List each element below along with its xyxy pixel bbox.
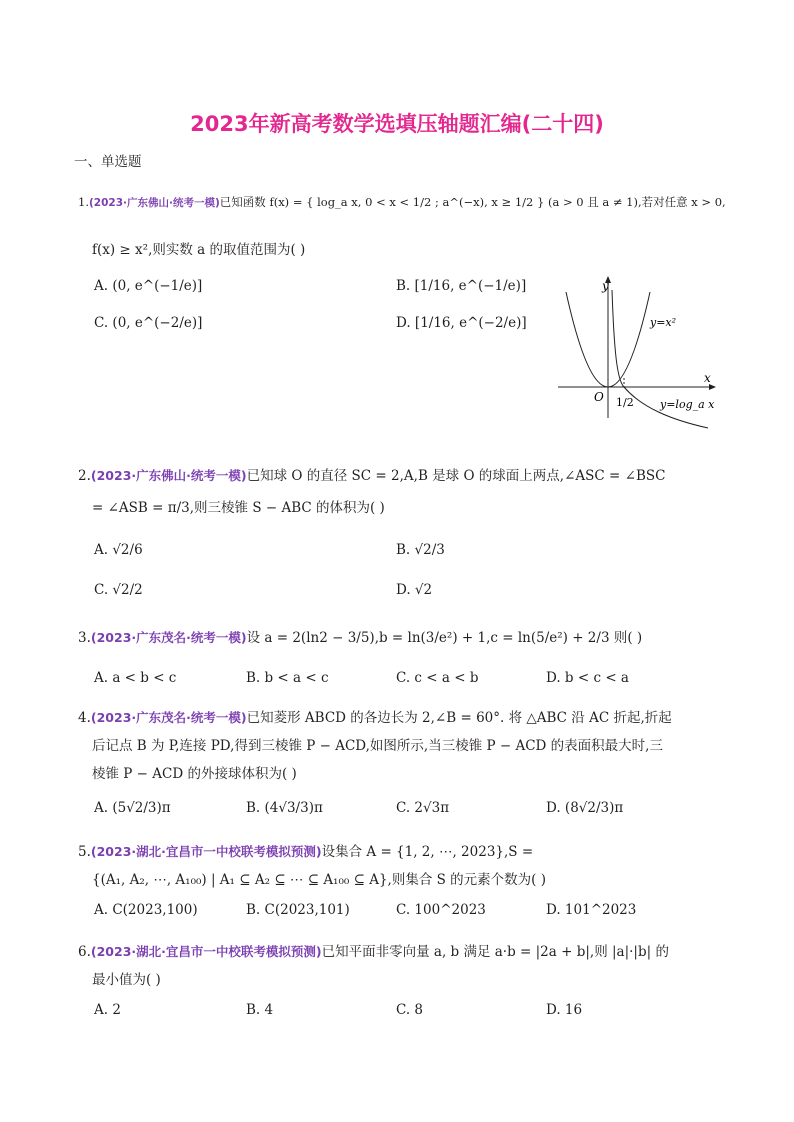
question-4-line-2: 后记点 B 为 P,连接 PD,得到三棱锥 P − ACD,如图所示,当三棱锥 P − ACD 的表面积最大时,三 bbox=[92, 738, 663, 754]
question-1-figure bbox=[552, 270, 722, 430]
question-3-source: (2023·广东茂名·统考一模) bbox=[90, 630, 247, 645]
question-5-option-b[interactable]: B. C(2023,101) bbox=[246, 902, 350, 918]
y-axis-label: y bbox=[602, 279, 609, 293]
question-4-option-d[interactable]: D. (8√2/3)π bbox=[546, 800, 624, 816]
question-5-line-1 bbox=[78, 842, 533, 862]
log-curve-label: y=log_a x bbox=[660, 398, 715, 411]
origin-label: O bbox=[594, 390, 604, 404]
question-3-option-b[interactable]: B. b < a < c bbox=[246, 670, 329, 686]
question-5-option-a[interactable]: A. C(2023,100) bbox=[94, 902, 198, 918]
question-6-line-1 bbox=[78, 942, 669, 962]
tick-label: 1/2 bbox=[616, 396, 634, 409]
question-2-option-a[interactable]: A. √2/6 bbox=[94, 542, 143, 558]
question-6-stem-1: 已知平面非零向量 a, b 满足 a·b = |2a + b|,则 |a|·|b| 的 bbox=[321, 944, 669, 960]
page-title bbox=[0, 108, 794, 138]
question-4-option-c[interactable]: C. 2√3π bbox=[396, 800, 450, 816]
question-6-line-2: 最小值为( ) bbox=[92, 972, 161, 988]
question-4-option-b[interactable]: B. (4√3/3)π bbox=[246, 800, 323, 816]
question-2-option-d[interactable]: D. √2 bbox=[396, 582, 433, 598]
question-3-number: 3. bbox=[78, 630, 91, 646]
question-4-option-a[interactable]: A. (5√2/3)π bbox=[94, 800, 171, 816]
x-axis-label: x bbox=[704, 371, 711, 385]
question-4-line-1 bbox=[78, 708, 672, 728]
question-3-line-1 bbox=[78, 628, 642, 648]
question-5-option-c[interactable]: C. 100^2023 bbox=[396, 902, 486, 918]
question-5-option-d[interactable]: D. 101^2023 bbox=[546, 902, 637, 918]
question-3-option-c[interactable]: C. c < a < b bbox=[396, 670, 479, 686]
question-1-source: (2023·广东佛山·统考一模) bbox=[88, 197, 220, 209]
question-1-line-1 bbox=[78, 192, 726, 213]
question-2-option-b[interactable]: B. √2/3 bbox=[396, 542, 445, 558]
question-1-option-d[interactable]: D. [1/16, e^(−2/e)] bbox=[396, 315, 527, 331]
question-1-option-a[interactable]: A. (0, e^(−1/e)] bbox=[94, 278, 203, 294]
question-5-line-2: {(A₁, A₂, ⋯, A₁₀₀) | A₁ ⊆ A₂ ⊆ ⋯ ⊆ A₁₀₀ ⊆ A},则集合 S 的元素个数为( ) bbox=[92, 872, 546, 888]
question-1-line-2: f(x) ≥ x²,则实数 a 的取值范围为( ) bbox=[92, 242, 306, 258]
question-3-option-a[interactable]: A. a < b < c bbox=[94, 670, 177, 686]
question-5-number: 5. bbox=[78, 844, 91, 860]
question-1-number: 1. bbox=[78, 195, 89, 209]
parabola-label: y=x² bbox=[650, 316, 677, 329]
question-6-option-a[interactable]: A. 2 bbox=[94, 1002, 121, 1018]
section-heading: 一、单选题 bbox=[74, 154, 142, 170]
question-3-stem-1: 设 a = 2(ln2 − 3/5),b = ln(3/e²) + 1,c = ln(5/e²) + 2/3 则( ) bbox=[246, 630, 643, 646]
question-2-number: 2. bbox=[78, 468, 91, 484]
question-4-stem-1: 已知菱形 ABCD 的各边长为 2,∠B = 60°. 将 △ABC 沿 AC 折起,折起 bbox=[246, 710, 672, 726]
question-6-number: 6. bbox=[78, 944, 91, 960]
question-2-line-1 bbox=[78, 466, 665, 486]
question-2-stem-1: 已知球 O 的直径 SC = 2,A,B 是球 O 的球面上两点,∠ASC = ∠BSC bbox=[246, 468, 666, 484]
title-text: 2023年新高考数学选填压轴题汇编(二十四) bbox=[190, 112, 604, 136]
question-4-number: 4. bbox=[78, 710, 91, 726]
question-6-option-c[interactable]: C. 8 bbox=[396, 1002, 424, 1018]
question-6-option-d[interactable]: D. 16 bbox=[546, 1002, 583, 1018]
question-1-option-b[interactable]: B. [1/16, e^(−1/e)] bbox=[396, 278, 527, 294]
question-5-stem-1: 设集合 A = {1, 2, ⋯, 2023},S = bbox=[321, 844, 534, 860]
question-4-line-3: 棱锥 P − ACD 的外接球体积为( ) bbox=[92, 766, 297, 782]
question-1-option-c[interactable]: C. (0, e^(−2/e)] bbox=[94, 315, 203, 331]
question-1-stem-1: 已知函数 f(x) = { log_a x, 0 < x < 1/2 ; a^(−x), x ≥ 1/2 } (a > 0 且 a ≠ 1),若对任意 x > 0, bbox=[219, 195, 726, 209]
question-2-source: (2023·广东佛山·统考一模) bbox=[90, 468, 247, 483]
question-3-option-d[interactable]: D. b < c < a bbox=[546, 670, 629, 686]
question-6-source: (2023·湖北·宜昌市一中校联考模拟预测) bbox=[90, 944, 322, 959]
question-6-option-b[interactable]: B. 4 bbox=[246, 1002, 274, 1018]
question-5-source: (2023·湖北·宜昌市一中校联考模拟预测) bbox=[90, 844, 322, 859]
question-4-source: (2023·广东茂名·统考一模) bbox=[90, 710, 247, 725]
question-2-line-2: = ∠ASB = π/3,则三棱锥 S − ABC 的体积为( ) bbox=[92, 500, 385, 516]
question-2-option-c[interactable]: C. √2/2 bbox=[94, 582, 143, 598]
